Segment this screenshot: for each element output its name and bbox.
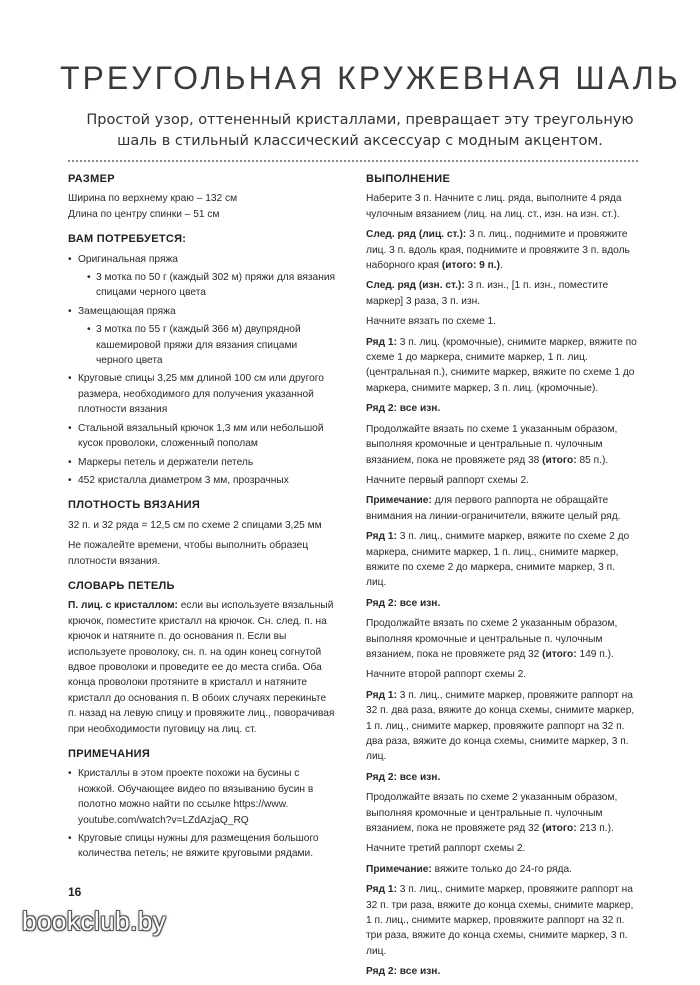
paragraph: Начните третий раппорт схемы 2. — [366, 843, 526, 855]
paragraph — [366, 688, 638, 765]
sublist — [78, 322, 336, 368]
paragraph-text: 149 п.). — [576, 648, 614, 660]
notes-list — [68, 766, 336, 861]
row-label: След. ряд (изн. ст.): — [366, 280, 465, 292]
paragraph — [366, 401, 638, 416]
row-label: След. ряд (лиц. ст.): — [366, 229, 467, 241]
paragraph — [366, 278, 638, 309]
list-item — [68, 304, 336, 369]
list-item: • Маркеры петель и держатели петель — [68, 455, 336, 470]
dotted-divider — [68, 160, 638, 162]
paragraph-text: Продолжайте вязать по схеме 2 указанным образом, выполняя кромочные и центральные п. чулочным вязанием, пока не провяжете ряд 32 — [366, 792, 618, 835]
glossary-entry — [68, 598, 336, 737]
note-label: Примечание: — [366, 495, 432, 507]
paragraph-text: 213 п.). — [576, 823, 614, 835]
size-heading: РАЗМЕР — [68, 173, 115, 185]
row-text: все изн. — [396, 597, 441, 609]
list-item: • Круговые спицы 3,25 мм длиной 100 см или другого размера, необходимого для получения указанной плотности вязания — [68, 371, 336, 417]
paragraph — [366, 862, 638, 877]
gauge-section — [68, 498, 336, 569]
list-item: • Стальной вязальный крючок 1,3 мм или небольшой кусок проволоки, сложенный пополам — [68, 421, 336, 452]
row-text: 3 п. лиц., поднимите и провяжите лиц. 3 п. вдоль края, поднимите и провяжите 3 п. вдоль наборного края — [366, 229, 630, 272]
list-item-text: Замещающая пряжа — [78, 305, 176, 317]
row-label: Ряд 1: — [366, 531, 397, 543]
note-label: Примечание: — [366, 863, 432, 875]
size-width: Ширина по верхнему краю – 132 см — [68, 193, 238, 205]
paragraph: Начните первый раппорт схемы 2. — [366, 474, 529, 486]
paragraph — [366, 335, 638, 397]
paragraph-text: Продолжайте вязать по схеме 2 указанным образом, выполняя кромочные и центральные п. чулочным вязанием, пока не провяжете ряд 32 — [366, 618, 618, 660]
paragraph-text: 85 п.). — [576, 454, 609, 466]
materials-list — [68, 252, 336, 489]
instructions-heading: ВЫПОЛНЕНИЕ — [366, 173, 451, 185]
glossary-definition: если вы используете вязальный крючок, поместите кристалл на крючок. Сн. след. п. на крючок и натяните п. до основания п. Если вы используете проволоку, сн. п. на один конец согнутой вдвое проволоки и проведите ее до места сгиба. Оба конца проволоки протяните в кристалл и натяните кристалл до основания п. В обоих случаях перекиньте п. назад на левую спицу и провяжите лиц., поворачивая при необходимости пуговицу на лиц. ст. — [68, 600, 335, 735]
materials-heading: ВАМ ПОТРЕБУЕТСЯ: — [68, 233, 187, 246]
stitch-total: (итого: 9 п.) — [441, 260, 501, 272]
list-item: • 3 мотка по 55 г (каждый 366 м) двупрядной кашемировой пряжи для вязания спицами черного цвета — [78, 322, 336, 368]
gauge-text: 32 п. и 32 ряда = 12,5 см по схеме 2 спицами 3,25 мм — [68, 519, 322, 531]
paragraph: Начните вязать по схеме 1. — [366, 316, 496, 328]
glossary-section — [68, 579, 336, 737]
stitch-total: (итого: — [542, 823, 577, 835]
row-label: Ряд 1: — [366, 884, 397, 896]
right-column — [366, 172, 638, 985]
row-text: 3 п. изн., [1 п. изн., поместите маркер] 3 раза, 3 п. изн. — [366, 280, 609, 307]
paragraph — [366, 596, 638, 611]
paragraph — [366, 529, 638, 591]
row-label: Ряд 2: — [366, 966, 397, 978]
note-text: для первого раппорта не обращайте внимания на линии-ограничители, вяжите целый ряд. — [366, 495, 621, 522]
paragraph — [366, 882, 638, 959]
page-number: 16 — [68, 885, 82, 899]
paragraph — [366, 964, 638, 979]
row-text: 3 п. лиц., снимите маркер, провяжите раппорт на 32 п. три раза, вяжите до конца схемы, снимите маркер, 1 п. лиц., снимите маркер, провяжите раппорт на 32 п. три раза, вяжите до конца схемы, снимите маркер, 3 п. лиц. — [366, 884, 634, 957]
materials-section — [68, 232, 336, 488]
paragraph — [366, 493, 638, 524]
size-length: Длина по центру спинки – 51 см — [68, 208, 220, 220]
notes-heading: ПРИМЕЧАНИЯ — [68, 748, 151, 760]
row-text: 3 п. лиц. (кромочные), снимите маркер, вяжите по схеме 1 до маркера, снимите маркер, 1 п. лиц. (центральная п.), снимите маркер, вяжите по схеме 1 до маркера, снимите маркер, 3 п. лиц. (кромочные). — [366, 336, 637, 394]
glossary-term: П. лиц. с кристаллом: — [68, 600, 178, 612]
page-title: ТРЕУГОЛЬНАЯ КРУЖЕВНАЯ ШАЛЬ — [60, 60, 681, 96]
row-label: Ряд 1: — [366, 336, 397, 348]
list-item — [68, 252, 336, 301]
stitch-total: (итого: — [542, 648, 577, 660]
list-item-text: Оригинальная пряжа — [78, 253, 178, 265]
gauge-heading: ПЛОТНОСТЬ ВЯЗАНИЯ — [68, 499, 201, 512]
watermark-text: bookclub.by — [22, 906, 167, 936]
paragraph — [366, 616, 638, 662]
list-item: • Круговые спицы нужны для размещения большого количества петель; не вяжите круговыми рядами. — [68, 831, 336, 862]
paragraph: След. ряд (лиц. ст.): 3 п. лиц., поднимите и провяжите лиц. 3 п. вдоль края, поднимите и провяжите 3 п. вдоль наборного края (итого: 9 п.). — [366, 229, 630, 272]
paragraph: Наберите 3 п. Начните с лиц. ряда, выполните 4 ряда чулочным вязанием (лиц. на лиц. ст., изн. на изн. ст.). — [366, 193, 622, 220]
gauge-note: Не пожалейте времени, чтобы выполнить образец плотности вязания. — [68, 540, 309, 567]
paragraph: Начните второй раппорт схемы 2. — [366, 669, 527, 681]
note-text: вяжите только до 24-го ряда. — [431, 863, 572, 875]
list-item: • Кристаллы в этом проекте похожи на бусины с ножкой. Обучающее видео по вязыванию бусин в полотно можно найти по ссылке https://www. youtube.com/watch?v=LZdAzjaQ_RQ — [68, 766, 336, 828]
sublist — [78, 270, 336, 301]
row-text: 3 п. лиц., снимите маркер, вяжите по схеме 2 до маркера, снимите маркер, 1 п. лиц., снимите маркер, вяжите по схеме 2 до маркера, снимите маркер, 3 п. лиц. — [366, 531, 630, 589]
left-column — [68, 172, 336, 872]
glossary-heading: СЛОВАРЬ ПЕТЕЛЬ — [68, 579, 175, 592]
paragraph-text: Продолжайте вязать по схеме 1 указанным образом, выполняя кромочные и центральные п. чулочным вязанием, пока не провяжете ряд 38 — [366, 423, 618, 466]
row-label: Ряд 2: — [366, 403, 397, 415]
row-label: Ряд 2: — [366, 771, 397, 783]
row-label: Ряд 2: — [366, 597, 397, 609]
row-text: 3 п. лиц., снимите маркер, провяжите раппорт на 32 п. два раза, вяжите до конца схемы, снимите маркер, 1 п. лиц., снимите маркер, провяжите раппорт на 32 п. два раза, вяжите до конца схемы, снимите маркер, 3 п. лиц. — [366, 689, 635, 763]
list-item: • 452 кристалла диаметром 3 мм, прозрачных — [68, 473, 336, 488]
paragraph — [366, 790, 638, 836]
size-section — [68, 172, 336, 222]
row-text: все изн. — [396, 966, 441, 978]
paragraph — [366, 422, 638, 468]
notes-section — [68, 747, 336, 862]
row-text: все изн. — [396, 403, 441, 415]
list-item: • 3 мотка по 50 г (каждый 302 м) пряжи для вязания спицами черного цвета — [78, 270, 336, 301]
stitch-total: (итого: — [542, 454, 577, 466]
row-text: все изн. — [396, 771, 441, 783]
row-label: Ряд 1: — [366, 689, 397, 701]
paragraph — [366, 770, 638, 785]
page-subtitle: Простой узор, оттененный кристаллами, превращает эту треугольную шаль в стильный классический аксессуар с модным акцентом. — [86, 112, 634, 149]
